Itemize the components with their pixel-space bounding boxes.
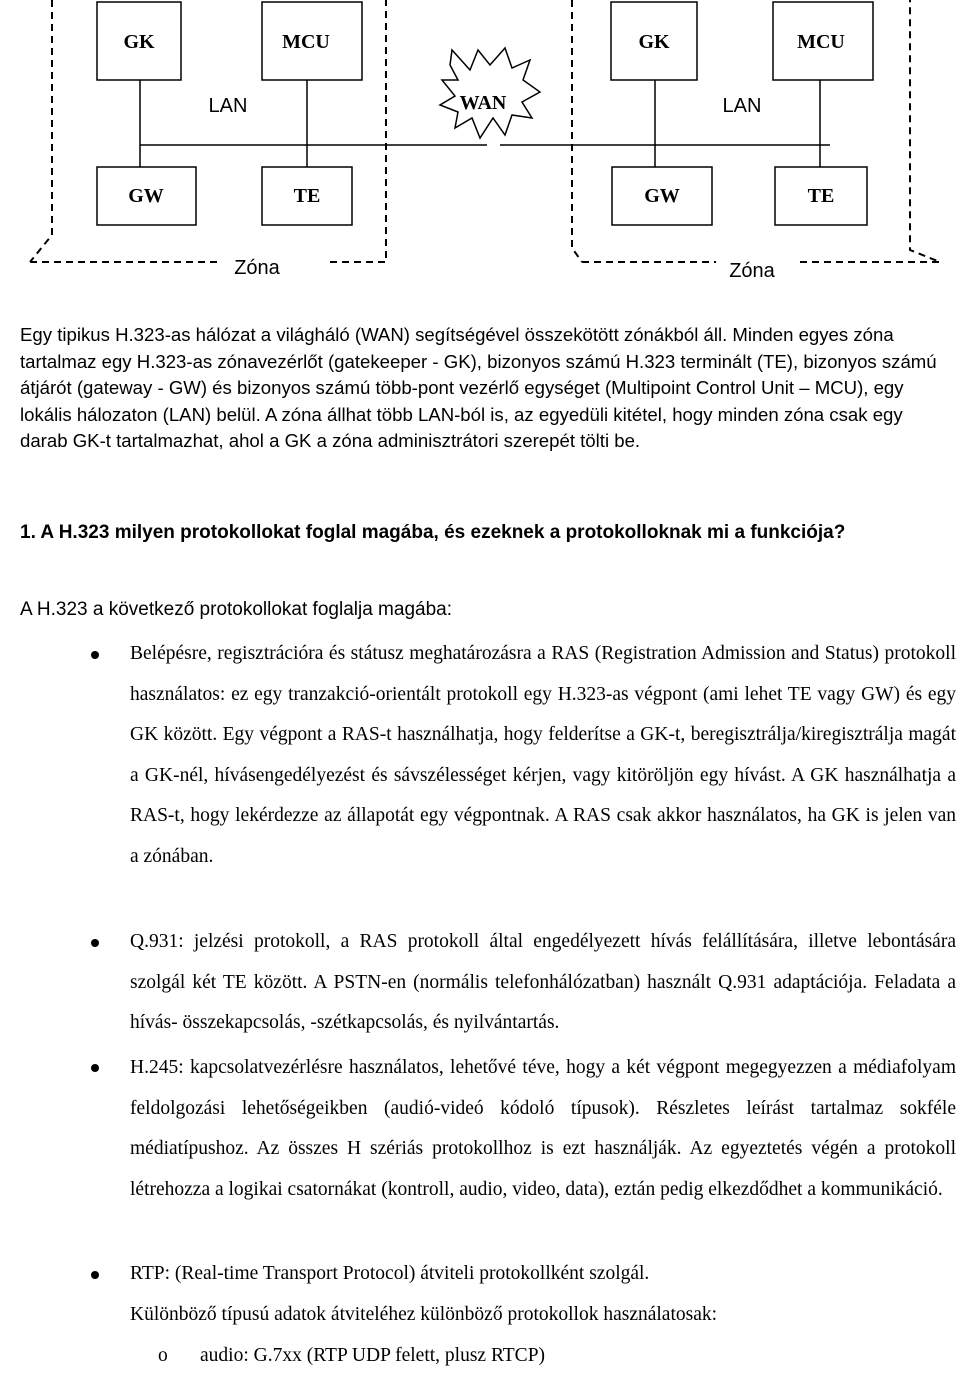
bullet-marker [91, 1271, 99, 1279]
right-gw-label: GW [644, 185, 680, 207]
bullet-marker [91, 1064, 99, 1072]
left-lan-label: LAN [208, 95, 248, 117]
sub-list-marker: o [158, 1345, 168, 1366]
right-lan-label: LAN [722, 95, 762, 117]
bullet-ras: Belépésre, regisztrációra és státusz meghatározásra a RAS (Registration Admission and Status) protokoll használatos: ez egy tranzakció-orientált protokoll egy H.323-as végpont (ami lehet TE vagy GW) és egy GK között. Egy végpont a RAS-t használhatja, hogy felderítse a GK-t, beregisztrálja/kiregisztrálja magát a GK-nél, hívásengedélyezést és sávszélességet kérjen, vagy kitöröljön egy hívást. A GK használhatja a RAS-t, hogy lekérdezze az állapotát egy végpontnak. A RAS csak akkor használatos, ha GK is jelen van a zónában. [130, 643, 956, 867]
left-zone-label: Zóna [234, 257, 280, 279]
left-mcu-label: MCU [282, 31, 330, 53]
bullet-marker [91, 651, 99, 659]
left-zone-boundary [30, 0, 386, 262]
right-zone-boundary [572, 0, 940, 262]
intro-paragraph: Egy tipikus H.323-as hálózat a világháló (WAN) segítségével összekötött zónákból áll. Minden egyes zóna tartalmaz egy H.323-as zónavezérlőt (gatekeeper - GK), bizonyos számú H.323 terminált (TE), bizonyos számú átjárót (gateway - GW) és bizonyos számú több-pont vezérlő egységet (Multipoint Control Unit – MCU), egy lokális hálozaton (LAN) belül. A zóna állhat több LAN-ból is, az egyedüli kitétel, hogy minden zóna csak egy darab GK-t tartalmazhat, ahol a GK a zóna adminisztrátori szerepét tölti be. [20, 324, 937, 451]
answer-intro: A H.323 a következő protokollokat foglalja magába: [20, 599, 452, 620]
right-zone-label: Zóna [729, 260, 775, 282]
bullet-q931: Q.931: jelzési protokoll, a RAS protokoll által engedélyezett hívás felállítására, illetve lebontására szolgál két TE között. A PSTN-en (normális telefonhálózatban) használt Q.931 adaptációja. Feladata a hívás- összekapcsolás, -szétkapcsolás, és nyilvántartás. [130, 931, 956, 1033]
h323-zone-diagram [0, 0, 960, 300]
right-gk-label: GK [638, 31, 670, 53]
bullet-h245: H.245: kapcsolatvezérlésre használatos, lehetővé téve, hogy a két végpont megegyezzen a médiafolyam feldolgozási lehetőségeikben (audió-videó kódoló típusok). Részletes leírást tartalmaz sokféle médiatípushoz. Az összes H szériás protokollhoz is ezt használják. Az egyeztetés végén a protokoll létrehozza a logikai csatornákat (kontroll, audio, video, data), eztán pedig elkezdődhet a kommunikáció. [130, 1057, 956, 1200]
sub-list-item: audio: G.7xx (RTP UDP felett, plusz RTCP) [200, 1345, 546, 1366]
right-te-label: TE [807, 185, 835, 207]
left-gk-label: GK [123, 31, 155, 53]
bullet-rtp: RTP: (Real-time Transport Protocol) átviteli protokollként szolgál. [130, 1263, 650, 1284]
left-gw-label: GW [128, 185, 164, 207]
left-te-label: TE [293, 185, 321, 207]
question-heading: 1. A H.323 milyen protokollokat foglal magába, és ezeknek a protokolloknak mi a funkciója? [20, 522, 846, 543]
protocols-intro-line: Különböző típusú adatok átviteléhez különböző protokollok használatosak: [130, 1304, 718, 1325]
wan-label: WAN [459, 92, 507, 114]
right-mcu-label: MCU [797, 31, 845, 53]
bullet-marker [91, 939, 99, 947]
